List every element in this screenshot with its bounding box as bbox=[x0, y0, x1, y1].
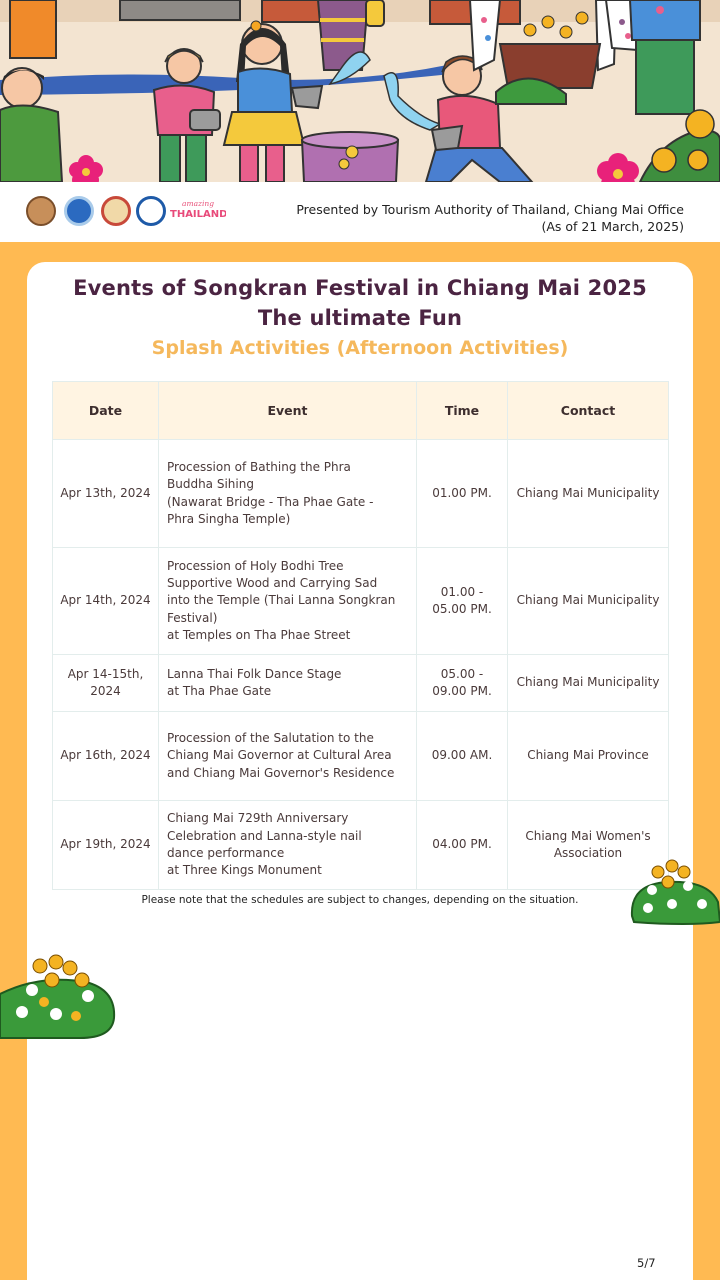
event-line: Chiang Mai 729th Anniversary bbox=[167, 811, 349, 826]
event-cell bbox=[159, 712, 417, 801]
time-cell: 04.00 PM. bbox=[417, 801, 508, 890]
presented-by-line: Presented by Tourism Authority of Thailand, Chiang Mai Office bbox=[296, 202, 684, 217]
event-cell bbox=[159, 655, 417, 712]
table-row bbox=[53, 440, 669, 548]
table-row bbox=[53, 548, 669, 655]
time-cell: 09.00 AM. bbox=[417, 712, 508, 801]
page-title-secondary: The ultimate Fun bbox=[257, 306, 463, 330]
time-cell: 01.00 - 05.00 PM. bbox=[417, 548, 508, 655]
column-header-contact: Contact bbox=[508, 382, 669, 440]
date-cell: Apr 14th, 2024 bbox=[53, 548, 159, 655]
event-line: dance performance bbox=[167, 846, 285, 860]
event-line: Procession of Bathing the Phra bbox=[167, 459, 351, 474]
event-line: at Three Kings Monument bbox=[167, 863, 322, 878]
date-cell: Apr 19th, 2024 bbox=[53, 801, 159, 890]
flower-bush-right bbox=[628, 858, 720, 932]
flower-bush-left bbox=[0, 954, 116, 1046]
events-table bbox=[52, 381, 669, 890]
event-line: and Chiang Mai Governor's Residence bbox=[167, 765, 395, 780]
event-line: Chiang Mai Governor at Cultural Area bbox=[167, 748, 392, 763]
songkran-scene-illustration bbox=[0, 0, 720, 182]
date-cell: Apr 13th, 2024 bbox=[53, 440, 159, 548]
emblem-logo-3 bbox=[101, 196, 131, 226]
column-header-time: Time bbox=[417, 382, 508, 440]
event-cell bbox=[159, 801, 417, 890]
table-row bbox=[53, 712, 669, 801]
event-line: Celebration and Lanna-style nail bbox=[167, 828, 362, 843]
svg-text:amazing: amazing bbox=[182, 199, 215, 208]
table-row bbox=[53, 655, 669, 712]
event-line: Lanna Thai Folk Dance Stage bbox=[167, 666, 342, 681]
contact-cell: Chiang Mai Municipality bbox=[508, 655, 669, 712]
page-title: Events of Songkran Festival in Chiang Mai 2025 bbox=[73, 276, 647, 300]
as-of-date: (As of 21 March, 2025) bbox=[541, 219, 684, 234]
time-cell: 01.00 PM. bbox=[417, 440, 508, 548]
event-line: at Tha Phae Gate bbox=[167, 684, 272, 698]
emblem-logo-4 bbox=[136, 196, 166, 226]
amazing-thailand-logo-mark bbox=[168, 196, 226, 226]
event-cell bbox=[159, 548, 417, 655]
page-subtitle: Splash Activities (Afternoon Activities) bbox=[151, 337, 569, 359]
event-line: Festival) bbox=[167, 610, 218, 625]
svg-text:THAILAND: THAILAND bbox=[170, 209, 226, 220]
event-line: Supportive Wood and Carrying Sad bbox=[167, 576, 378, 591]
event-line: at Temples on Tha Phae Street bbox=[167, 627, 351, 642]
date-cell: Apr 16th, 2024 bbox=[53, 712, 159, 801]
presented-by-text bbox=[296, 201, 684, 235]
date-cell: Apr 14-15th, 2024 bbox=[53, 655, 159, 712]
table-header-row bbox=[53, 382, 669, 440]
event-line: Procession of the Salutation to the bbox=[167, 731, 374, 746]
contact-cell: Chiang Mai Women's Association bbox=[508, 801, 669, 890]
event-line: Buddha Sihing bbox=[167, 477, 254, 492]
emblem-logo-1 bbox=[26, 196, 56, 226]
event-line: Procession of Holy Bodhi Tree bbox=[167, 558, 344, 573]
event-line: into the Temple (Thai Lanna Songkran bbox=[167, 593, 396, 608]
table-row bbox=[53, 801, 669, 890]
column-header-date: Date bbox=[53, 382, 159, 440]
disclaimer-note: Please note that the schedules are subject to changes, depending on the situation. bbox=[141, 894, 579, 906]
event-line: Phra Singha Temple) bbox=[167, 511, 291, 526]
contact-cell: Chiang Mai Municipality bbox=[508, 548, 669, 655]
time-cell: 05.00 - 09.00 PM. bbox=[417, 655, 508, 712]
flower-bush-left-icon bbox=[0, 954, 116, 1042]
event-line: (Nawarat Bridge - Tha Phae Gate - bbox=[167, 494, 374, 509]
emblem-logo-2 bbox=[64, 196, 94, 226]
page-number: 5/7 bbox=[637, 1256, 656, 1270]
flower-bush-right-icon bbox=[628, 858, 720, 928]
event-cell bbox=[159, 440, 417, 548]
contact-cell: Chiang Mai Municipality bbox=[508, 440, 669, 548]
amazing-thailand-logo bbox=[168, 196, 226, 230]
header-illustration bbox=[0, 0, 720, 182]
contact-cell: Chiang Mai Province bbox=[508, 712, 669, 801]
column-header-event: Event bbox=[159, 382, 417, 440]
